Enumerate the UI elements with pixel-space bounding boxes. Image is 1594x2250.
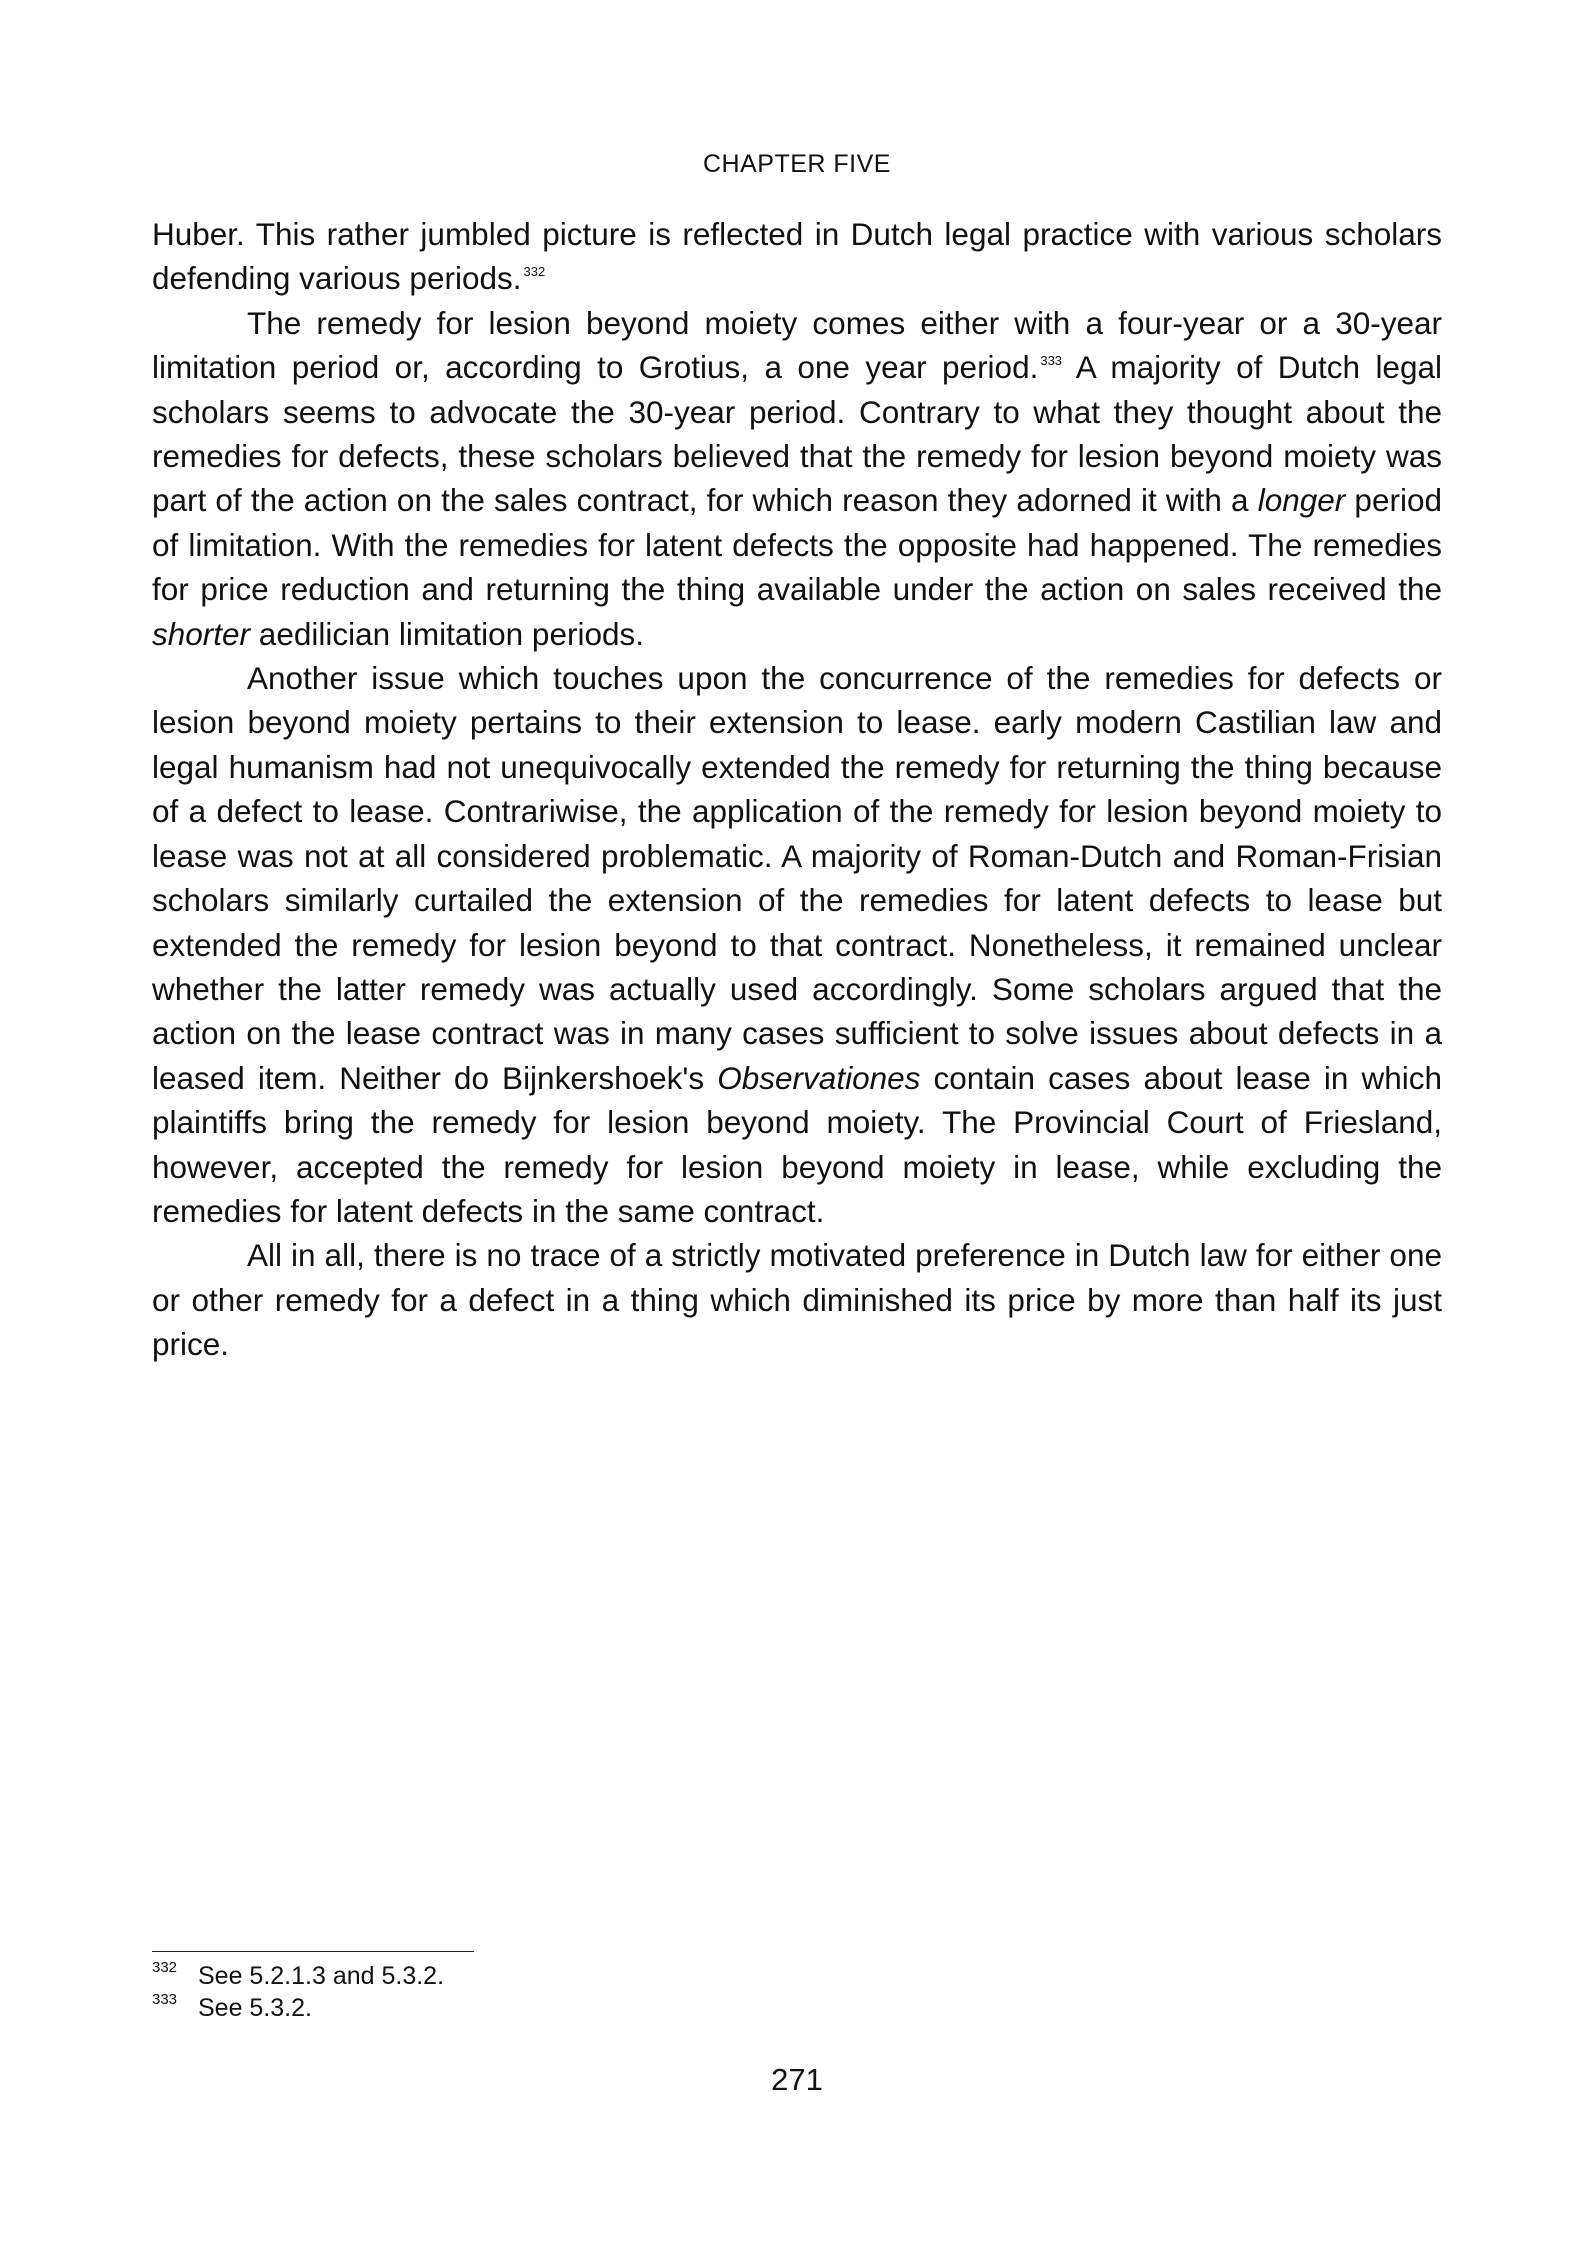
- footnote-reference: 333: [1040, 353, 1063, 369]
- footnote-number: 332: [152, 1959, 178, 1976]
- footnote-reference: 332: [523, 264, 546, 280]
- text-run: A majority of Dutch legal scholars seems to advocate the 30-year period. Contrary to what they thought about the remedies for defects, these scholars believed that the remedy for lesion beyond moiety was part of the action on the sales contract, for which reason they adorned it with a: [152, 349, 1442, 519]
- text-run: aedilician limitation periods.: [250, 615, 644, 652]
- text-run: The remedy for lesion beyond moiety comes either with a four-year or a 30-year limitation period or, according to Grotius, a one year period.: [152, 304, 1442, 386]
- page-number: 271: [771, 2062, 823, 2097]
- footnote-number: 333: [152, 1991, 178, 2008]
- paragraph: [152, 301, 1442, 656]
- italic-text: longer: [1257, 482, 1346, 519]
- footnote: [152, 1992, 952, 2024]
- footnote-separator: [152, 1951, 474, 1952]
- paragraph: [152, 656, 1442, 1233]
- italic-text: Observationes: [717, 1059, 921, 1096]
- text-run: period of limitation. With the remedies for latent defects the opposite had happened. The remedies for price reduction and returning the thing available under the action on sales received the: [152, 482, 1442, 608]
- text-run: Huber. This rather jumbled picture is reflected in Dutch legal practice with various scholars defending various periods.: [152, 216, 1442, 297]
- footnote-text: See 5.2.1.3 and 5.3.2.: [198, 1962, 445, 1990]
- footnote-text: See 5.3.2.: [198, 1994, 312, 2022]
- text-run: contain cases about lease in which plaintiffs bring the remedy for lesion beyond moiety. The Provincial Court of Friesland, however, accepted the remedy for lesion beyond moiety in lease, while excluding the remedies for latent defects in the same contract.: [152, 1059, 1443, 1229]
- footnote: [152, 1960, 952, 1992]
- paragraph: [152, 212, 1442, 301]
- running-head: CHAPTER FIVE: [703, 150, 891, 178]
- footnotes: [152, 1960, 952, 2024]
- paragraph: [152, 1233, 1442, 1366]
- text-run: Another issue which touches upon the concurrence of the remedies for defects or lesion beyond moiety pertains to their extension to lease. early modern Castilian law and legal humanism had not unequivocally extended the remedy for returning the thing because of a defect to lease. Contrariwise, the application of the remedy for lesion beyond moiety to lease was not at all considered problematic. A majority of Roman-Dutch and Roman-Frisian scholars similarly curtailed the extension of the remedies for latent defects to lease but extended the remedy for lesion beyond to that contract. Nonetheless, it remained unclear whether the latter remedy was actually used accordingly. Some scholars argued that the action on the lease contract was in many cases sufficient to solve issues about defects in a leased item. Neither do Bijnkershoek's: [152, 660, 1442, 1096]
- body-text: [152, 212, 1442, 1367]
- text-run: All in all, there is no trace of a strictly motivated preference in Dutch law for either one or other remedy for a defect in a thing which diminished its price by more than half its just price.: [152, 1237, 1442, 1363]
- italic-text: shorter: [152, 615, 251, 652]
